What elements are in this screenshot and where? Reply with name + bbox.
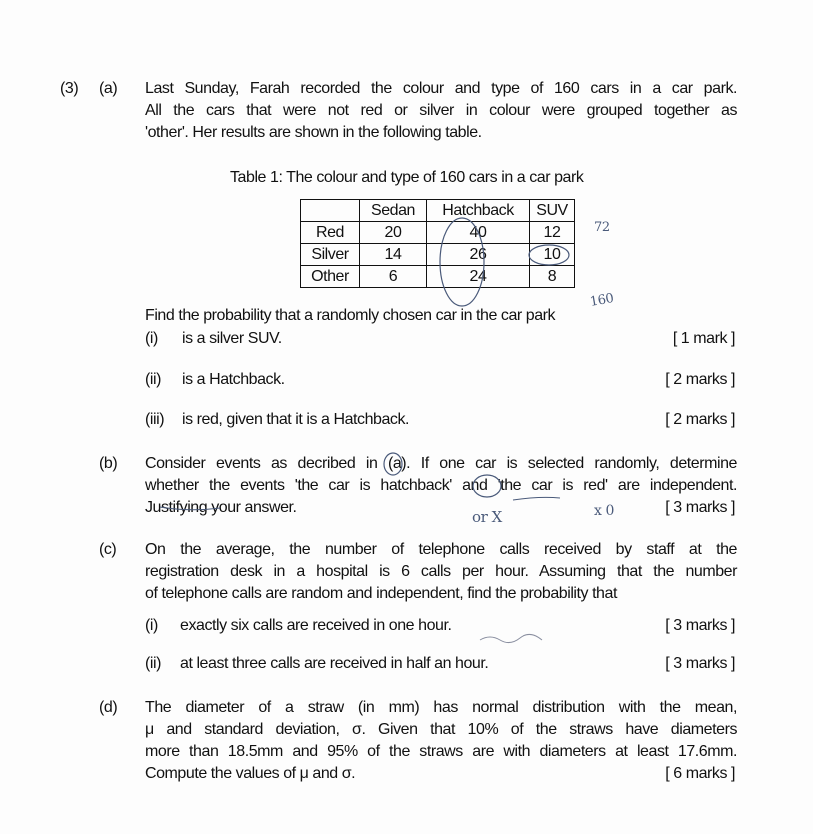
- part-a-i-label: (i): [145, 330, 158, 347]
- table-header: Sedan: [360, 200, 427, 222]
- table-cell: 20: [360, 222, 427, 244]
- part-c-ii-label: (ii): [145, 655, 161, 672]
- table-cell: 10: [530, 244, 575, 266]
- handwriting-72: 72: [594, 220, 610, 235]
- handwriting-or-x: or X: [472, 508, 502, 526]
- part-c-ii-text: at least three calls are received in half an hour.: [180, 655, 489, 672]
- table-cell: Other: [301, 266, 360, 288]
- part-b-line-2: whether the events 'the car is hatchback' and 'the car is red' are independent.: [145, 477, 737, 494]
- part-c-line-3: of telephone calls are random and independent, find the probability that: [145, 585, 617, 602]
- part-c-i-marks: [ 3 marks ]: [665, 617, 735, 634]
- part-a-line-3: 'other'. Her results are shown in the following table.: [145, 124, 482, 141]
- part-d-label: (d): [99, 699, 118, 716]
- part-a-line-2: All the cars that were not red or silver in colour were grouped together as: [145, 102, 737, 119]
- table-row: [301, 244, 575, 266]
- part-a-ii-label: (ii): [145, 371, 161, 388]
- part-a-prompt: Find the probability that a randomly chosen car in the car park: [145, 307, 556, 324]
- table-row: [301, 222, 575, 244]
- part-c-i-label: (i): [145, 617, 158, 634]
- handwriting-160: 160: [588, 291, 615, 310]
- part-a-ii-text: is a Hatchback.: [182, 371, 285, 388]
- scribble: [480, 634, 542, 642]
- part-b-line-3: Justifying your answer.: [145, 499, 297, 516]
- question-number: (3): [60, 80, 79, 97]
- table-cell: 14: [360, 244, 427, 266]
- part-b-marks: [ 3 marks ]: [665, 499, 735, 516]
- table-cell: Silver: [301, 244, 360, 266]
- part-a-ii-marks: [ 2 marks ]: [665, 371, 735, 388]
- table-cell: 40: [427, 222, 530, 244]
- part-d-line-3: more than 18.5mm and 95% of the straws are with diameters at least 17.6mm.: [145, 743, 737, 760]
- table-row: [301, 266, 575, 288]
- part-c-i-text: exactly six calls are received in one hour.: [180, 617, 452, 634]
- part-c-label: (c): [99, 541, 117, 558]
- part-a-iii-marks: [ 2 marks ]: [665, 411, 735, 428]
- table-header: SUV: [530, 200, 575, 222]
- car-table: [300, 199, 575, 288]
- table-cell: 26: [427, 244, 530, 266]
- part-c-ii-marks: [ 3 marks ]: [665, 655, 735, 672]
- part-d-line-4: Compute the values of μ and σ.: [145, 765, 356, 782]
- part-d-marks: [ 6 marks ]: [665, 765, 735, 782]
- part-c-line-2: registration desk in a hospital is 6 calls per hour. Assuming that the number: [145, 563, 737, 580]
- part-a-iii-text: is red, given that it is a Hatchback.: [182, 411, 410, 428]
- table-header: [301, 200, 360, 222]
- table-header: Hatchback: [427, 200, 530, 222]
- table-caption: Table 1: The colour and type of 160 cars in a car park: [230, 169, 584, 186]
- handwriting-x0: x 0: [594, 503, 614, 519]
- part-d-line-2: μ and standard deviation, σ. Given that 10% of the straws have diameters: [145, 721, 737, 738]
- part-a-iii-label: (iii): [145, 411, 165, 428]
- table-cell: 12: [530, 222, 575, 244]
- table-header-row: [301, 200, 575, 222]
- table-cell: 24: [427, 266, 530, 288]
- part-a-label: (a): [99, 80, 118, 97]
- part-a-line-1: Last Sunday, Farah recorded the colour and type of 160 cars in a car park.: [145, 80, 737, 97]
- part-b-line-1: Consider events as decribed in (a). If one car is selected randomly, determine: [145, 455, 737, 472]
- table-cell: Red: [301, 222, 360, 244]
- table-cell: 6: [360, 266, 427, 288]
- part-d-line-1: The diameter of a straw (in mm) has normal distribution with the mean,: [145, 699, 737, 716]
- table-cell: 8: [530, 266, 575, 288]
- part-c-line-1: On the average, the number of telephone calls received by staff at the: [145, 541, 737, 558]
- part-a-i-marks: [ 1 mark ]: [672, 330, 735, 347]
- part-b-label: (b): [99, 455, 118, 472]
- part-a-i-text: is a silver SUV.: [182, 330, 282, 347]
